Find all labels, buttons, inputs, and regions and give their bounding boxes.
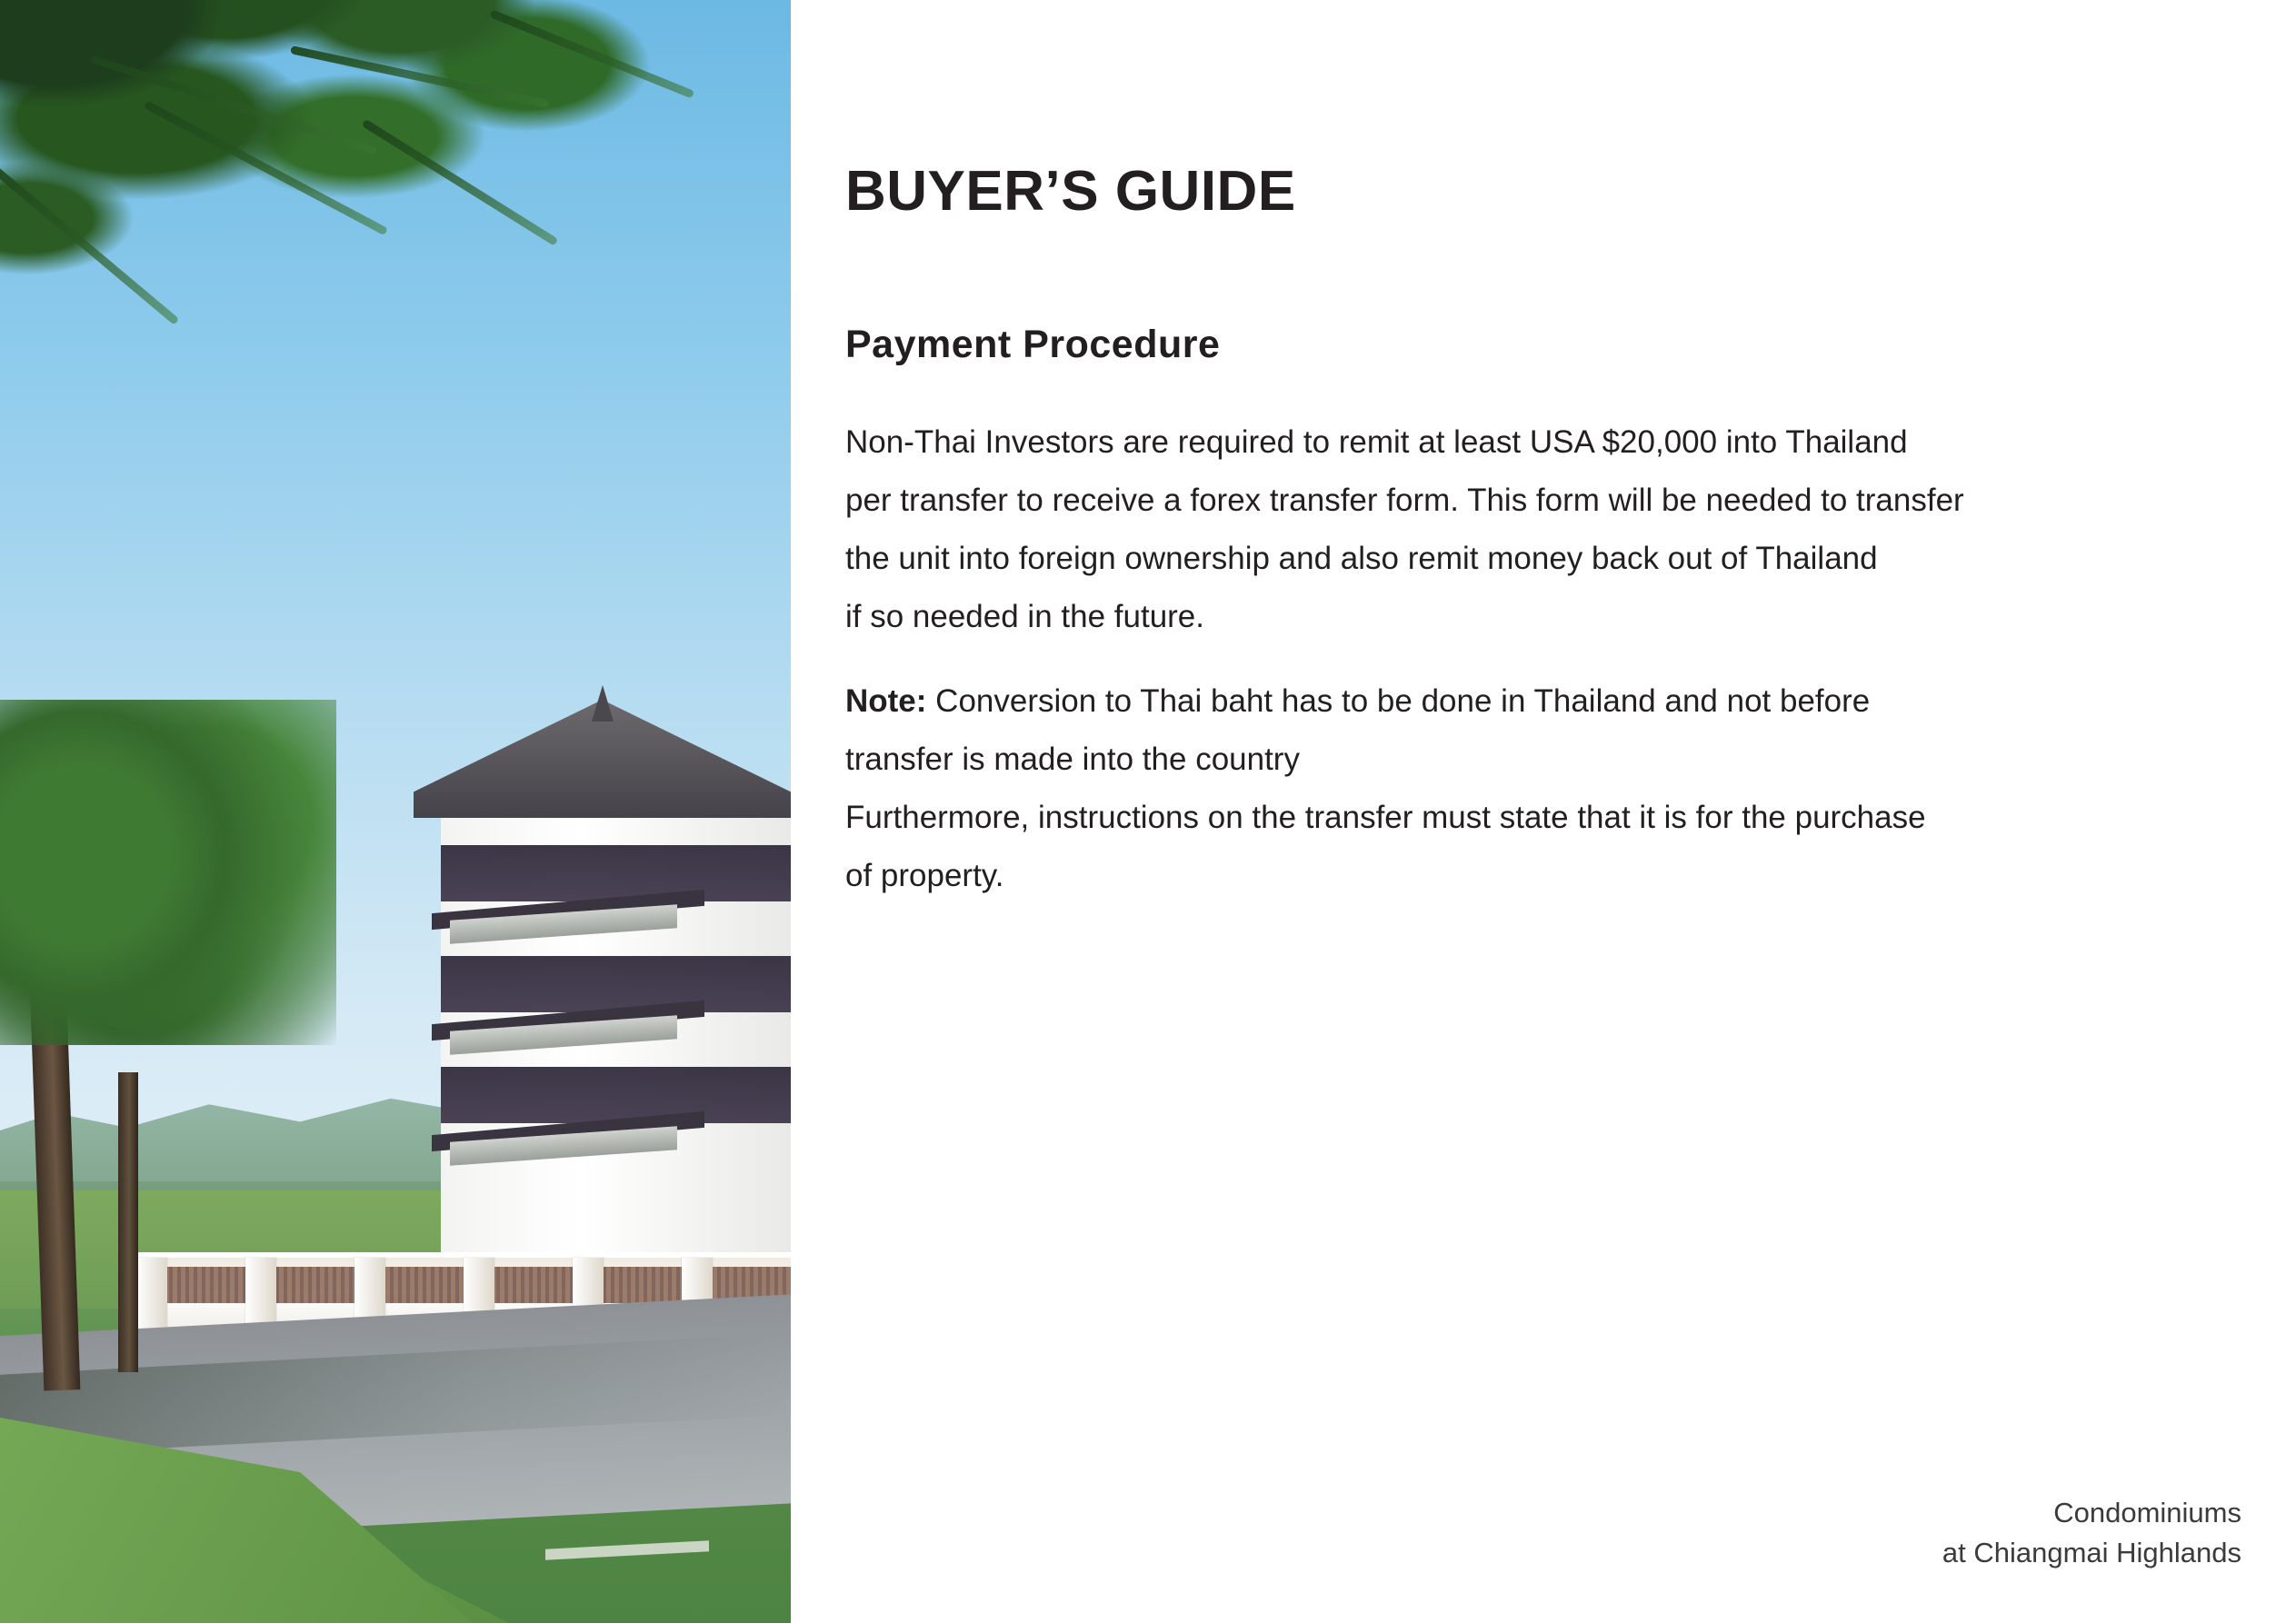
road-marking — [545, 1540, 709, 1559]
palm-frond — [290, 45, 550, 108]
paragraph-line: per transfer to receive a forex transfer form. This form will be needed to transfer — [845, 483, 1964, 518]
paragraph-line: if so needed in the future. — [845, 599, 1204, 634]
tree-trunk — [118, 1072, 138, 1372]
footer-line-1: Condominiums — [2053, 1497, 2241, 1528]
note-label: Note: — [845, 683, 927, 719]
paragraph-line: Non-Thai Investors are required to remit at least USA $20,000 into Thailand — [845, 424, 1908, 460]
note-text: Conversion to Thai baht has to be done in Thailand and not before — [926, 683, 1871, 719]
paragraph-line: Furthermore, instructions on the transfer must state that it is for the purchase — [845, 800, 1926, 835]
building-floor-band — [441, 956, 791, 1012]
paragraph-line: the unit into foreign ownership and also remit money back out of Thailand — [845, 541, 1878, 576]
palm-frond — [90, 55, 378, 155]
palm-frond — [362, 119, 559, 246]
tree-canopy — [0, 700, 336, 1045]
footer-line-2: at Chiangmai Highlands — [1942, 1537, 2241, 1568]
text-panel — [845, 0, 2245, 1623]
palm-frond — [489, 9, 694, 98]
palm-frond — [144, 101, 388, 236]
paragraph-line: of property. — [845, 858, 1004, 893]
building-floor-band — [441, 845, 791, 901]
palm-frond — [0, 155, 179, 325]
section-heading: Payment Procedure — [845, 323, 1221, 366]
building-floor-band — [441, 1067, 791, 1123]
paragraph-line: transfer is made into the country — [845, 742, 1300, 777]
hero-photo — [0, 0, 791, 1623]
note-first-line — [845, 672, 2227, 731]
overhanging-foliage — [0, 0, 791, 373]
footer-brand — [1942, 1493, 2241, 1573]
paragraph-payment-procedure — [845, 413, 2263, 646]
page-title: BUYER’S GUIDE — [845, 160, 1296, 223]
paragraph-note — [845, 672, 2227, 905]
condominium-building — [414, 691, 791, 1272]
